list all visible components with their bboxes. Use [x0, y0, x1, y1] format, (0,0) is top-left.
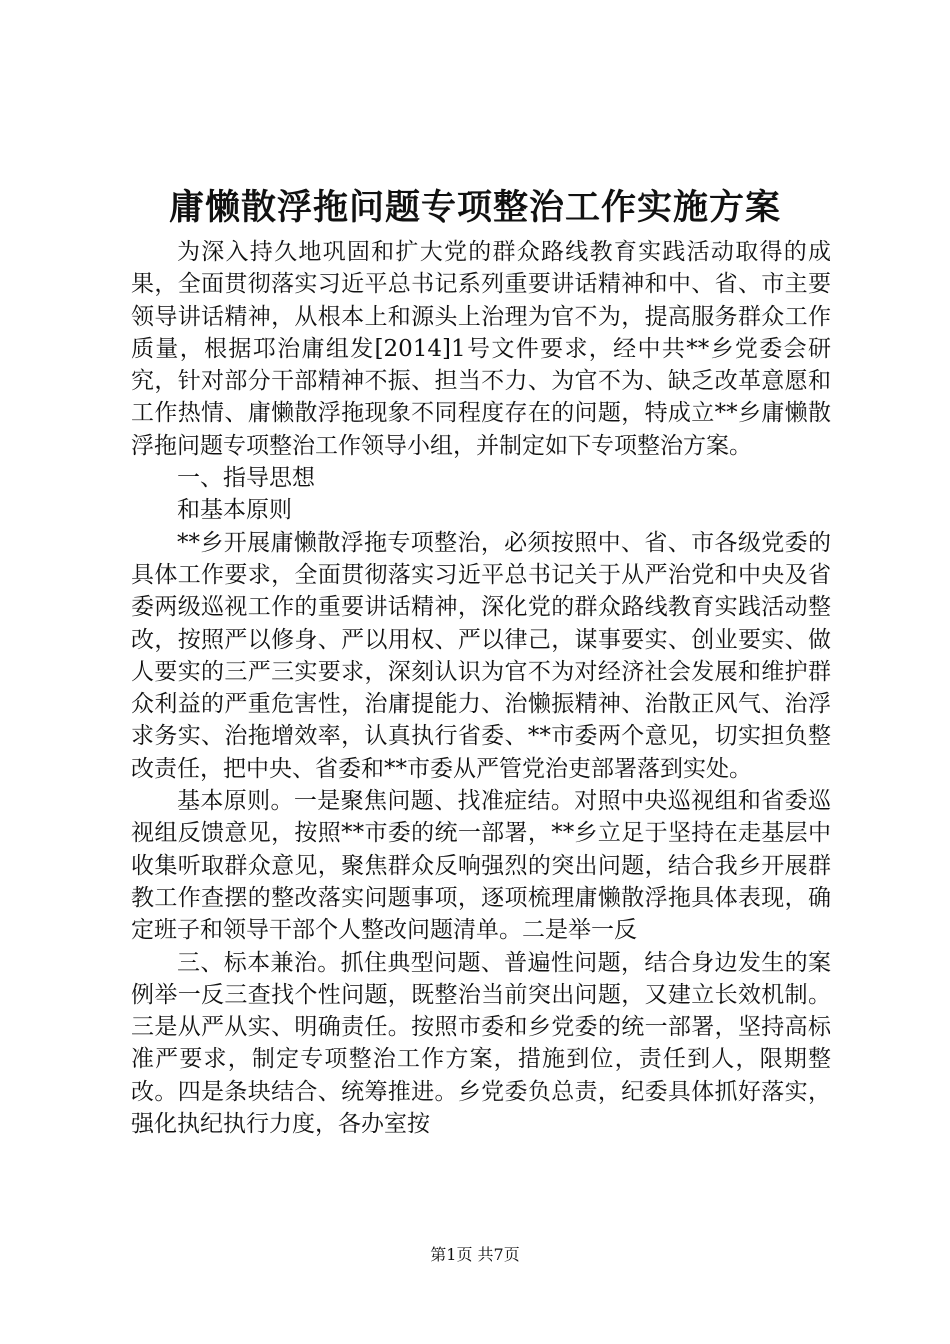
paragraph-principles-continued: 三、标本兼治。抓住典型问题、普遍性问题，结合身边发生的案例举一反三查找个性问题，既整治当前突出问题，又建立长效机制。三是从严从实、明确责任。按照市委和乡党委的统一部署，坚持高标准严要求，制定专项整治工作方案，措施到位，责任到人，限期整改。四是条块结合、统筹推进。乡党委负总责，纪委具体抓好落实，强化执纪执行力度，各办室按: [131, 949, 831, 1138]
paragraph-guiding-ideology: **乡开展庸懒散浮拖专项整治，必须按照中、省、市各级党委的具体工作要求，全面贯彻落实习近平总书记关于从严治党和中央及省委两级巡视工作的重要讲话精神，深化党的群众路线教育实践活动整改，按照严以修身、严以用权、严以律己，谋事要实、创业要实、做人要实的三严三实要求，深刻认识为官不为对经济社会发展和维护群众利益的严重危害性，治庸提能力、治懒振精神、治散正风气、治浮求务实、治拖增效率，认真执行省委、**市委两个意见，切实担负整改责任，把中央、省委和**市委从严管党治吏部署落到实处。: [131, 529, 831, 782]
paragraph-intro: 为深入持久地巩固和扩大党的群众路线教育实践活动取得的成果，全面贯彻落实习近平总书记系列重要讲话精神和中、省、市主要领导讲话精神，从根本上和源头上治理为官不为，提高服务群众工作质量，根据邛治庸组发[2014]1号文件要求，经中共**乡党委会研究，针对部分干部精神不振、担当不力、为官不为、缺乏改革意愿和工作热情、庸懒散浮拖现象不同程度存在的问题，特成立**乡庸懒散浮拖问题专项整治工作领导小组，并制定如下专项整治方案。: [131, 239, 831, 459]
section-heading-basic-principles: 和基本原则: [177, 497, 292, 524]
document-body: [131, 236, 831, 1140]
section-heading-guiding-ideology: 一、指导思想: [177, 465, 315, 492]
page-number-footer: 第1页 共7页: [430, 1245, 520, 1264]
document-title: 庸懒散浮拖问题专项整治工作实施方案: [168, 187, 781, 228]
paragraph-basic-principles: 基本原则。一是聚焦问题、找准症结。对照中央巡视组和省委巡视组反馈意见，按照**市委的统一部署，**乡立足于坚持在走基层中收集听取群众意见，聚焦群众反响强烈的突出问题，结合我乡开展群教工作查摆的整改落实问题事项，逐项梳理庸懒散浮拖具体表现，确定班子和领导干部个人整改问题清单。二是举一反: [131, 788, 831, 944]
